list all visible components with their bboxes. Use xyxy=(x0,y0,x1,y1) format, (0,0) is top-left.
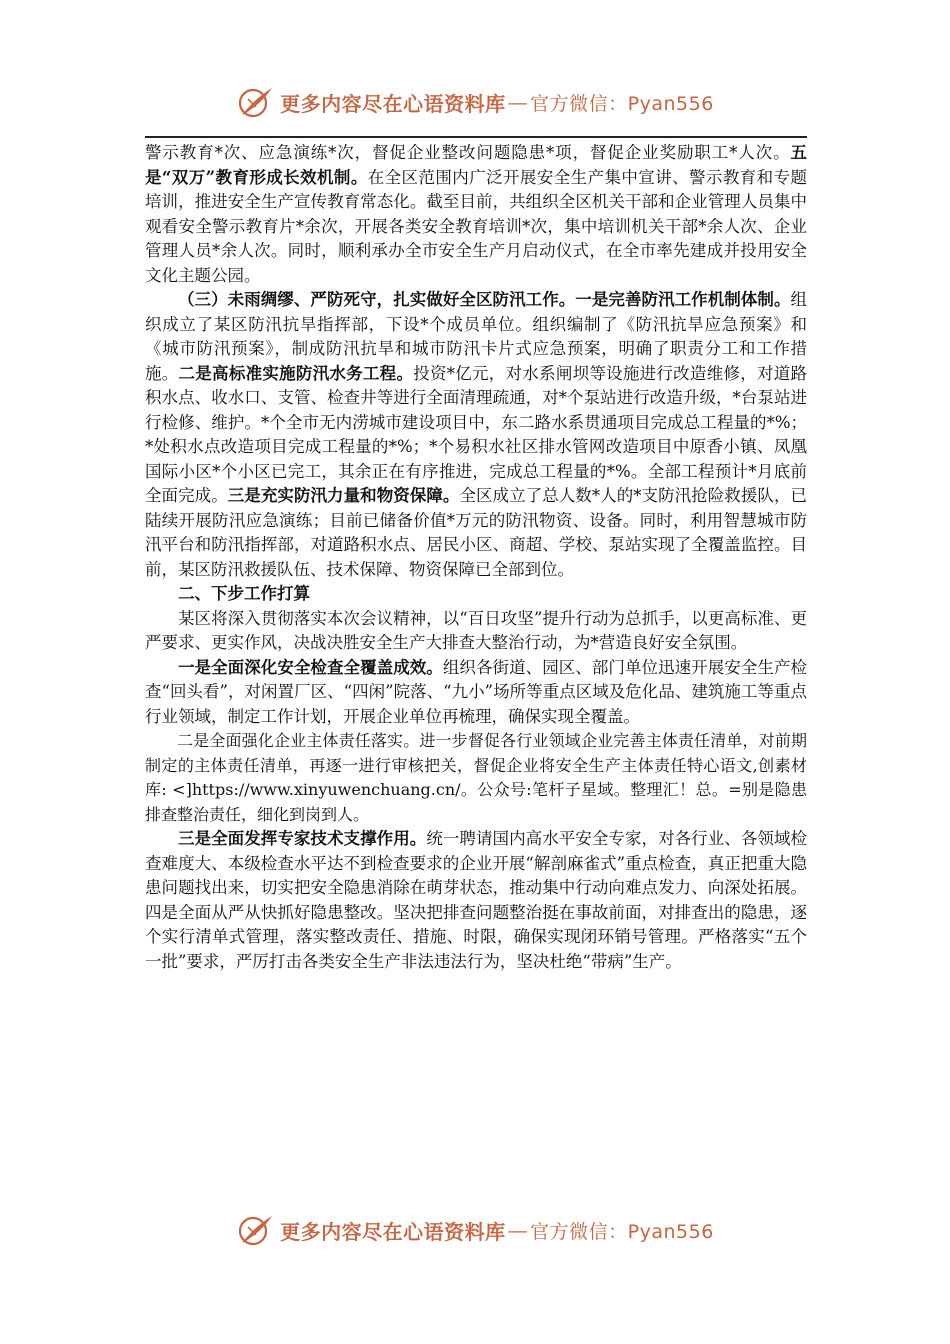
footer-wechat: 官方微信：Pyan556 xyxy=(530,1220,714,1243)
paragraph-5: 二是全面强化企业主体责任落实。进一步督促各行业领域企业完善主体责任清单，对前期制定的主体责任清单，再逐一进行审核把关，督促企业将安全生产主体责任特心语文,创素材库: <]https://www.xinyuwenchuang.cn/。公众号:笔杆子星域。整理汇！总。=别是隐患排查整治责任，细化到岗到人。 xyxy=(145,731,807,824)
page-header xyxy=(0,82,950,122)
footer-separator: — xyxy=(507,1218,529,1242)
p6-text: 统一聘请国内高水平安全专家，对各行业、各领域检查难度大、本级检查水平达不到检查要求的企业开展“解剖麻雀式”重点检查，真正把重大隐患问题找出来，切实把安全隐患消除在萌芽状态，推动集中行动向难点发力、向深处拓展。四是全面从严从快抓好隐患整改。坚决把排查问题整治挺在事故前面，对排查出的隐患，逐个实行清单式管理，落实整改责任、措施、时限，确保实现闭环销号管理。严格落实“五个一批”要求，严厉打击各类安全生产非法违法行为，坚决杜绝“带病”生产。 xyxy=(145,829,808,971)
p2-bold-2: 二是高标准实施防汛水务工程。 xyxy=(178,363,414,383)
p2-bold-3: 三是充实防汛力量和物资保障。 xyxy=(227,486,460,505)
quill-logo-icon xyxy=(236,85,276,119)
paragraph-6 xyxy=(145,827,807,974)
header-wechat: 官方微信：Pyan556 xyxy=(530,92,714,115)
header-rule xyxy=(145,136,807,138)
section-heading: 二、下步工作打算 xyxy=(178,584,310,603)
paragraph-2 xyxy=(145,288,807,582)
quill-logo-icon xyxy=(236,1213,276,1247)
document-body xyxy=(145,141,807,974)
p1-bold: 五是“双万”教育形成长效机制。 xyxy=(145,143,807,187)
p1-text: 警示教育*次、应急演练*次，督促企业整改问题隐患*项，督促企业奖励职工*人次。 xyxy=(145,143,791,162)
p2-text-1: 组织成立了某区防汛抗旱指挥部，下设*个成员单位。组织编制了《防汛抗旱应急预案》和《城市防汛预案》，制成防汛抗旱和城市防汛卡片式应急预案，明确了职责分工和工作措施。 xyxy=(145,290,807,383)
paragraph-4 xyxy=(145,656,807,730)
paragraph-1 xyxy=(145,141,807,288)
p1-rest: 在全区范围内广泛开展安全生产集中宣讲、警示教育和专题培训，推进安全生产宣传教育常态化。截至目前，共组织全区机关干部和企业管理人员集中观看安全警示教育片*余次，开展各类安全教育培训*次，集中培训机关干部*余人次、企业管理人员*余人次。同时，顺利承办全市安全生产月启动仪式，在全市率先建成并投用安全文化主题公园。 xyxy=(145,167,808,285)
paragraph-3: 某区将深入贯彻落实本次会议精神，以“百日攻坚”提升行动为总抓手，以更高标准、更严要求、更实作风，决战决胜安全生产大排查大整治行动，为*营造良好安全氛围。 xyxy=(145,608,807,652)
page-footer xyxy=(0,1210,950,1250)
p2-text-2: 投资*亿元，对水系闸坝等设施进行改造维修，对道路积水点、收水口、支管、检查井等进行全面清理疏通，对*个泵站进行改造升级，*台泵站进行检修、维护。*个全市无内涝城市建设项目中，东二路水系贯通项目完成总工程量的*%；*处积水点改造项目完成工程量的*%；*个易积水社区排水管网改造项目中原香小镇、凤凰国际小区*个小区已完工，其余正在有序推进，完成总工程量的*%。全部工程预计*月底前全面完成。 xyxy=(145,363,808,505)
p4-bold: 一是全面深化安全检查全覆盖成效。 xyxy=(178,657,443,677)
header-brand: 更多内容尽在心语资料库 xyxy=(280,91,506,116)
footer-brand: 更多内容尽在心语资料库 xyxy=(280,1219,506,1244)
p2-bold-1: （三）未雨绸缪、严防死守，扎实做好全区防汛工作。一是完善防汛工作机制体制。 xyxy=(178,290,791,309)
header-separator: — xyxy=(507,90,529,114)
p6-bold: 三是全面发挥专家技术支撑作用。 xyxy=(178,829,427,848)
p2-text-3: 全区成立了总人数*人的*支防汛抢险救援队，已陆续开展防汛应急演练；目前已储备价值*万元的防汛物资、设备。同时，利用智慧城市防汛平台和防汛指挥部，对道路积水点、居民小区、商超、学校、泵站实现了全覆盖监控。目前，某区防汛救援队伍、技术保障、物资保障已全部到位。 xyxy=(145,486,808,579)
p4-text: 组织各街道、园区、部门单位迅速开展安全生产检查“回头看”，对闲置厂区、“四闲”院落、“九小”场所等重点区域及危化品、建筑施工等重点行业领域，制定工作计划，开展企业单位再梳理，确保实现全覆盖。 xyxy=(145,657,808,726)
